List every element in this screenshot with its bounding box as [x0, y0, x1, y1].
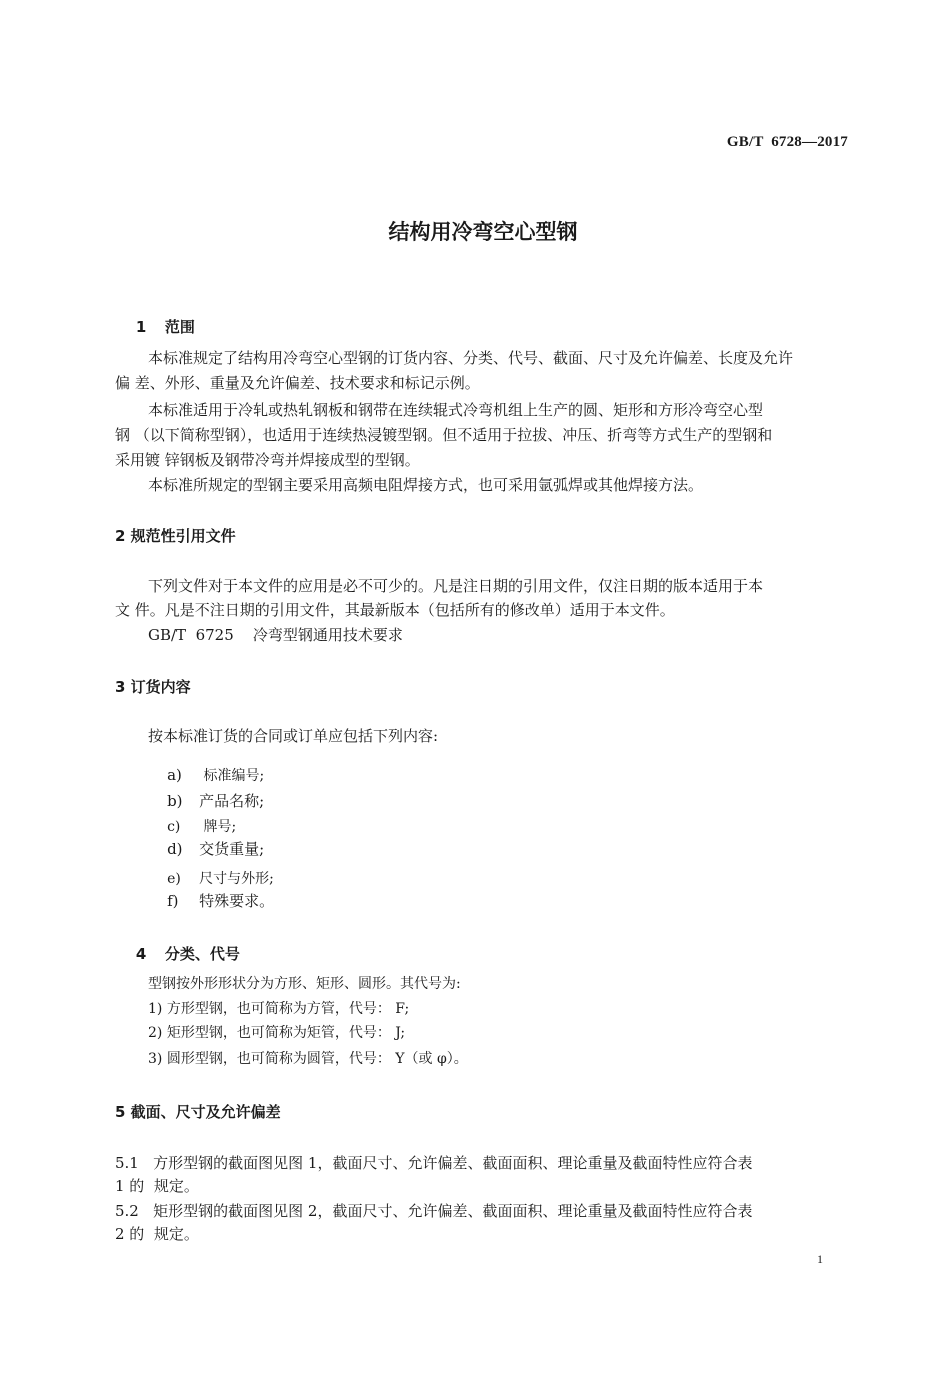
order-item-text: 牌号;	[199, 819, 237, 835]
order-item-text: 特殊要求。	[199, 892, 275, 910]
scope-para-2-line-3: 采用镀 锌钢板及钢带冷弯并焊接成型的型钢。	[115, 451, 420, 469]
order-item	[148, 872, 274, 929]
order-item-text: 标准编号;	[199, 768, 265, 784]
order-item-text: 产品名称;	[199, 792, 265, 810]
scope-para-1-line-1: 本标准规定了结构用冷弯空心型钢的订货内容、分类、代号、截面、尺寸及允许偏差、长度及允许	[148, 349, 794, 367]
references-para-line-1: 下列文件对于本文件的应用是必不可少的。凡是注日期的引用文件，仅注日期的版本适用于本	[148, 577, 764, 595]
classification-item: 3) 圆形型钢，也可简称为圆管，代号： Y（或 φ）。	[148, 1051, 468, 1067]
clause-5-1-line-2: 1 的 规定。	[115, 1177, 199, 1195]
clause-5-1-line-1: 5.1 方形型钢的截面图见图 1，截面尺寸、允许偏差、截面面积、理论重量及截面特性应符合表	[115, 1154, 753, 1172]
clause-5-2-line-1: 5.2 矩形型钢的截面图见图 2，截面尺寸、允许偏差、截面面积、理论重量及截面特性应符合表	[115, 1202, 753, 1220]
order-item-label: d)	[167, 840, 183, 858]
scope-para-1-line-2: 偏 差、外形、重量及允许偏差、技术要求和标记示例。	[115, 374, 480, 392]
section-2-heading: 2 规范性引用文件	[115, 527, 236, 545]
classification-intro: 型钢按外形形状分为方形、矩形、圆形。其代号为:	[148, 976, 461, 992]
document-title: 结构用冷弯空心型钢	[388, 220, 578, 244]
order-item-text: 尺寸与外形;	[199, 871, 274, 887]
order-item-label: b)	[167, 792, 183, 810]
order-intro: 按本标准订货的合同或订单应包括下列内容:	[148, 727, 439, 745]
classification-item: 1) 方形型钢，也可简称为方管，代号： F;	[148, 1001, 410, 1017]
scope-para-2-line-1: 本标准适用于冷轧或热轧钢板和钢带在连续辊式冷弯机组上生产的圆、矩形和方形冷弯空心型	[148, 401, 764, 419]
reference-gbt-6725: GB/T 6725 冷弯型钢通用技术要求	[148, 626, 403, 644]
clause-5-2-line-2: 2 的 规定。	[115, 1225, 199, 1243]
section-5-heading: 5 截面、尺寸及允许偏差	[115, 1103, 281, 1121]
order-item-label: f)	[167, 892, 179, 910]
section-1-title: 范围	[164, 318, 195, 336]
standard-number: GB/T 6728—2017	[726, 134, 848, 150]
scope-para-2-line-2: 钢 （以下简称型钢），也适用于连续热浸镀型钢。但不适用于拉拔、冲压、折弯等方式生产的型钢和	[115, 426, 773, 444]
order-item-label: c)	[167, 819, 181, 835]
scope-para-3: 本标准所规定的型钢主要采用高频电阻焊接方式，也可采用氩弧焊或其他焊接方法。	[148, 476, 704, 494]
order-item-text: 交货重量;	[199, 840, 265, 858]
classification-item: 2) 矩形型钢，也可简称为矩管，代号： J;	[148, 1025, 406, 1041]
order-item-label: e)	[167, 871, 181, 887]
section-3-heading: 3 订货内容	[115, 678, 191, 696]
section-1-number: 1	[135, 318, 147, 336]
references-para-line-2: 文 件。凡是不注日期的引用文件，其最新版本（包括所有的修改单）适用于本文件。	[115, 601, 675, 619]
section-4-number: 4	[135, 945, 147, 963]
order-item-label: a)	[167, 766, 182, 784]
section-4-title: 分类、代号	[164, 945, 240, 963]
page-number: 1	[817, 1252, 823, 1266]
